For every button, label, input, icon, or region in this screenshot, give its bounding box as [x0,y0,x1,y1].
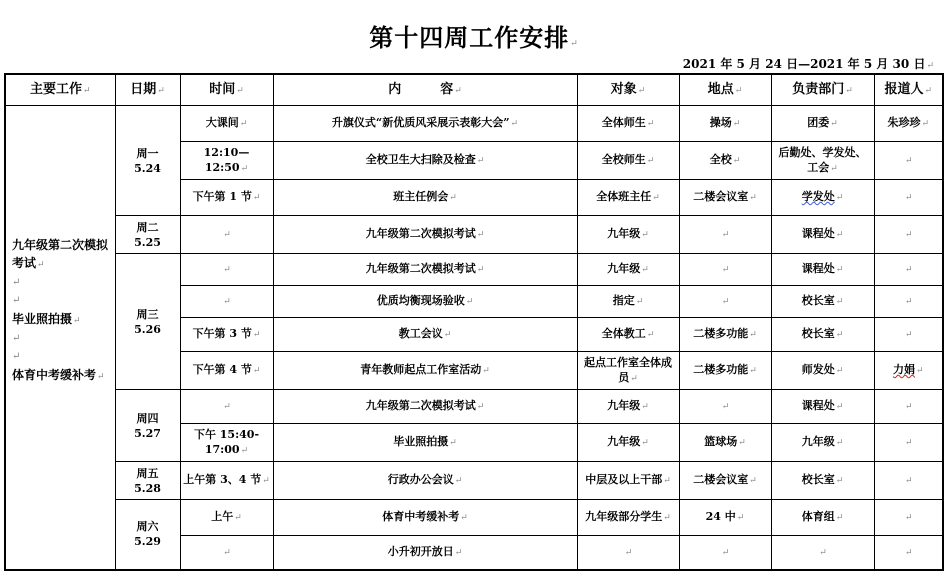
table-row [5,462,943,500]
header-main-work: 主要工作↵ [5,74,115,106]
target-cell: 全体班主任↵ [577,180,679,216]
dept-cell: 体育组↵ [771,500,874,536]
place-cell: 全校↵ [679,142,771,180]
content-cell: 九年级第二次模拟考试↵ [273,390,577,424]
reporter-cell: ↵ [874,318,943,352]
content-cell: 优质均衡现场验收↵ [273,286,577,318]
reporter-cell: ↵ [874,424,943,462]
content-cell: 小升初开放日↵ [273,536,577,570]
place-cell: 二楼多功能↵ [679,352,771,390]
content-cell: 班主任例会↵ [273,180,577,216]
table-row [5,254,943,286]
time-cell: 大课间↵ [180,106,273,142]
place-cell: ↵ [679,216,771,254]
header-dept: 负责部门↵ [771,74,874,106]
reporter-cell: ↵ [874,286,943,318]
reporter-cell: ↵ [874,536,943,570]
dept-cell: ↵ [771,536,874,570]
reporter-cell: 朱珍珍↵ [874,106,943,142]
place-cell: ↵ [679,254,771,286]
reporter-cell: ↵ [874,142,943,180]
header-place: 地点↵ [679,74,771,106]
table-row [5,106,943,142]
page-title: 第十四周工作安排↵ [369,23,579,52]
day-cell: 周二 5.25 [115,216,180,254]
dept-cell: 课程处↵ [771,390,874,424]
header-target: 对象↵ [577,74,679,106]
dept-cell: 团委↵ [771,106,874,142]
time-cell: ↵ [180,254,273,286]
main-work-item: 体育中考缓补考↵ [12,368,105,382]
reporter-cell: ↵ [874,500,943,536]
dept-cell: 学发处↵ [771,180,874,216]
content-cell: 教工会议↵ [273,318,577,352]
time-cell: ↵ [180,390,273,424]
target-cell: 指定↵ [577,286,679,318]
day-cell: 周五 5.28 [115,462,180,500]
day-cell: 周一 5.24 [115,106,180,216]
dept-cell: 九年级↵ [771,424,874,462]
dept-cell: 校长室↵ [771,462,874,500]
target-cell: 九年级↵ [577,390,679,424]
date-range: 2021 年 5 月 24 日—2021 年 5 月 30 日↵ [682,57,934,71]
place-cell: 操场↵ [679,106,771,142]
dept-cell: 后勤处、学发处、工会↵ [771,142,874,180]
time-cell: 上午↵ [180,500,273,536]
time-cell: 下午 15:40-17:00↵ [180,424,273,462]
table-row [5,500,943,536]
target-cell: 全体教工↵ [577,318,679,352]
time-cell: 下午第 1 节↵ [180,180,273,216]
header-date: 日期↵ [115,74,180,106]
time-cell: 下午第 4 节↵ [180,352,273,390]
place-cell: ↵ [679,390,771,424]
header-reporter: 报道人↵ [874,74,943,106]
time-cell: 下午第 3 节↵ [180,318,273,352]
target-cell: 九年级↵ [577,424,679,462]
content-cell: 九年级第二次模拟考试↵ [273,254,577,286]
content-cell: 全校卫生大扫除及检查↵ [273,142,577,180]
target-cell: 全校师生↵ [577,142,679,180]
reporter-cell: ↵ [874,462,943,500]
content-cell: 体育中考缓补考↵ [273,500,577,536]
schedule-table [4,73,944,571]
table-row [5,216,943,254]
time-cell: 上午第 3、4 节↵ [180,462,273,500]
reporter-cell: ↵ [874,216,943,254]
target-cell: 九年级↵ [577,216,679,254]
reporter-cell: ↵ [874,390,943,424]
place-cell: 24 中↵ [679,500,771,536]
day-cell: 周四 5.27 [115,390,180,462]
reporter-cell: 力娟↵ [874,352,943,390]
reporter-cell: ↵ [874,254,943,286]
day-cell: 周三 5.26 [115,254,180,390]
target-cell: 起点工作室全体成员↵ [577,352,679,390]
main-work-item: 毕业照拍摄↵ [12,312,81,326]
content-cell: 升旗仪式“新优质风采展示表彰大会”↵ [273,106,577,142]
content-cell: 青年教师起点工作室活动↵ [273,352,577,390]
target-cell: 全体师生↵ [577,106,679,142]
header-row [5,74,943,106]
place-cell: 二楼会议室↵ [679,462,771,500]
place-cell: 二楼多功能↵ [679,318,771,352]
place-cell: ↵ [679,286,771,318]
dept-cell: 校长室↵ [771,286,874,318]
table-row [5,390,943,424]
main-work-item: 九年级第二次模拟考试↵ [12,238,109,270]
target-cell: ↵ [577,536,679,570]
time-cell: ↵ [180,216,273,254]
place-cell: 篮球场↵ [679,424,771,462]
header-content: 内 容↵ [273,74,577,106]
target-cell: 九年级部分学生↵ [577,500,679,536]
target-cell: 九年级↵ [577,254,679,286]
time-cell: 12:10—12:50↵ [180,142,273,180]
dept-cell: 校长室↵ [771,318,874,352]
dept-cell: 课程处↵ [771,216,874,254]
place-cell: 二楼会议室↵ [679,180,771,216]
day-cell: 周六 5.29 [115,500,180,570]
time-cell: ↵ [180,536,273,570]
content-cell: 行政办公会议↵ [273,462,577,500]
reporter-cell: ↵ [874,180,943,216]
dept-cell: 师发处↵ [771,352,874,390]
place-cell: ↵ [679,536,771,570]
header-time: 时间↵ [180,74,273,106]
time-cell: ↵ [180,286,273,318]
target-cell: 中层及以上干部↵ [577,462,679,500]
content-cell: 毕业照拍摄↵ [273,424,577,462]
dept-cell: 课程处↵ [771,254,874,286]
content-cell: 九年级第二次模拟考试↵ [273,216,577,254]
main-work-cell: 九年级第二次模拟考试↵ ↵ ↵ 毕业照拍摄↵ ↵ ↵ 体育中考缓补考↵ [5,106,115,570]
